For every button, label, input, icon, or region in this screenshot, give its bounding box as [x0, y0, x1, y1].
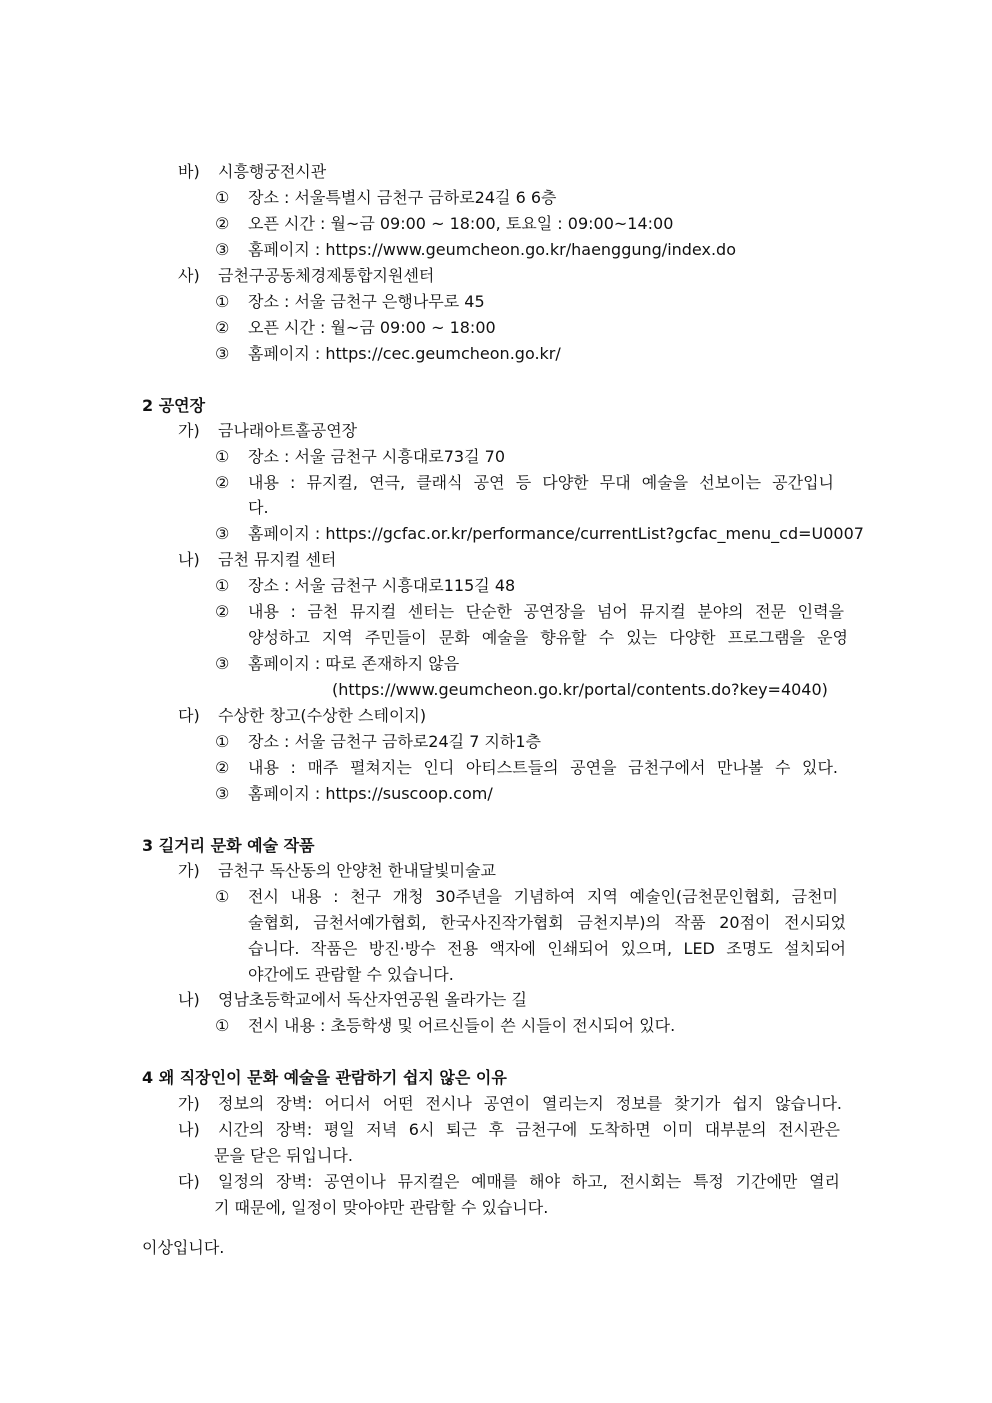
item-marker: 다): [178, 1172, 200, 1191]
detail-marker: ①: [215, 292, 230, 311]
detail-line: [0, 341, 992, 367]
detail-line-continued: [0, 936, 992, 962]
detail-line-continued: [0, 677, 992, 703]
detail-marker: ②: [215, 318, 230, 337]
detail-text: 양성하고 지역 주민들이 문화 예술을 향유할 수 있는 다양한 프로그램을 운영: [248, 628, 848, 647]
detail-line-continued: [0, 625, 992, 651]
section-heading: [0, 1065, 992, 1091]
item-title: 영남초등학교에서 독산자연공원 올라가는 길: [218, 990, 527, 1009]
detail-text: 홈페이지 : https://cec.geumcheon.go.kr/: [248, 344, 561, 363]
detail-line: [0, 884, 992, 910]
list-item-heading: [0, 858, 992, 884]
detail-text: 장소 : 서울 금천구 은행나무로 45: [248, 292, 485, 311]
detail-line-continued: [0, 962, 992, 988]
section-heading: [0, 393, 992, 419]
list-item-heading: [0, 418, 992, 444]
item-marker: 가): [178, 421, 200, 440]
detail-text: 장소 : 서울특별시 금천구 금하로24길 6 6층: [248, 188, 557, 207]
detail-text: 내용 : 매주 펼쳐지는 인디 아티스트들의 공연을 금천구에서 만나볼 수 있다.: [248, 758, 838, 777]
detail-line: [0, 315, 992, 341]
reason-text: 일정의 장벽: 공연이나 뮤지컬은 예매를 해야 하고, 전시회는 특정 기간에만 열리: [218, 1172, 840, 1191]
item-marker: 다): [178, 706, 200, 725]
detail-marker: ①: [215, 1016, 230, 1035]
detail-marker: ③: [215, 784, 230, 803]
detail-line: [0, 444, 992, 470]
detail-line: [0, 1013, 992, 1039]
detail-line: [0, 211, 992, 237]
detail-marker: ①: [215, 188, 230, 207]
reason-item: [0, 1169, 992, 1195]
section-heading: [0, 833, 992, 859]
item-title: 금천 뮤지컬 센터: [218, 550, 337, 569]
detail-text: 야간에도 관람할 수 있습니다.: [248, 965, 454, 984]
detail-line: [0, 521, 992, 547]
detail-line: [0, 237, 992, 263]
section-title: 3 길거리 문화 예술 작품: [142, 836, 315, 855]
section-title: 2 공연장: [142, 396, 206, 415]
list-item-heading: [0, 263, 992, 289]
detail-text: 다.: [248, 498, 269, 517]
detail-line: [0, 755, 992, 781]
detail-marker: ③: [215, 240, 230, 259]
detail-line: [0, 651, 992, 677]
reason-text: 문을 닫은 뒤입니다.: [214, 1146, 353, 1165]
item-marker: 가): [178, 861, 200, 880]
detail-text: 홈페이지 : 따로 존재하지 않음: [248, 654, 460, 673]
detail-text: 내용 : 뮤지컬, 연극, 클래식 공연 등 다양한 무대 예술을 선보이는 공간입니: [248, 473, 834, 492]
reason-text: 정보의 장벽: 어디서 어떤 전시나 공연이 열리는지 정보를 찾기가 쉽지 않습니다.: [218, 1094, 842, 1113]
detail-marker: ②: [215, 214, 230, 233]
item-title: 금천구 독산동의 안양천 한내달빛미술교: [218, 861, 497, 880]
detail-marker: ②: [215, 473, 230, 492]
detail-marker: ①: [215, 576, 230, 595]
reason-item: [0, 1091, 992, 1117]
detail-text: 술협회, 금천서예가협회, 한국사진작가협회 금천지부)의 작품 20점이 전시되었: [248, 913, 846, 932]
detail-marker: ③: [215, 344, 230, 363]
detail-text: 장소 : 서울 금천구 시흥대로115길 48: [248, 576, 516, 595]
item-title: 수상한 창고(수상한 스테이지): [218, 706, 427, 725]
detail-text: 장소 : 서울 금천구 시흥대로73길 70: [248, 447, 506, 466]
item-marker: 가): [178, 1094, 200, 1113]
reason-item: [0, 1117, 992, 1143]
detail-marker: ③: [215, 524, 230, 543]
detail-marker: ③: [215, 654, 230, 673]
detail-line-continued: [0, 910, 992, 936]
list-item-heading: [0, 703, 992, 729]
item-title: 금나래아트홀공연장: [218, 421, 358, 440]
detail-line-continued: [0, 495, 992, 521]
item-title: 시흥행궁전시관: [218, 162, 327, 181]
list-item-heading: [0, 159, 992, 185]
reason-text: 기 때문에, 일정이 맞아야만 관람할 수 있습니다.: [214, 1198, 549, 1217]
detail-line: [0, 573, 992, 599]
detail-text: 장소 : 서울 금천구 금하로24길 7 지하1층: [248, 732, 542, 751]
detail-marker: ①: [215, 732, 230, 751]
detail-text: 오픈 시간 : 월~금 09:00 ~ 18:00, 토요일 : 09:00~14:00: [248, 214, 674, 233]
detail-line: [0, 599, 992, 625]
reason-item-continued: [0, 1195, 992, 1221]
detail-text: 전시 내용 : 초등학생 및 어르신들이 쓴 시들이 전시되어 있다.: [248, 1016, 676, 1035]
detail-marker: ②: [215, 758, 230, 777]
detail-line: [0, 470, 992, 496]
closing-line: [0, 1235, 992, 1261]
detail-text: 홈페이지 : https://suscoop.com/: [248, 784, 493, 803]
detail-line: [0, 729, 992, 755]
detail-text: 홈페이지 : https://gcfac.or.kr/performance/currentList?gcfac_menu_cd=U0007: [248, 524, 864, 543]
list-item-heading: [0, 547, 992, 573]
detail-text: 홈페이지 : https://www.geumcheon.go.kr/haenggung/index.do: [248, 240, 736, 259]
item-marker: 바): [178, 162, 200, 181]
section-title: 4 왜 직장인이 문화 예술을 관람하기 쉽지 않은 이유: [142, 1068, 507, 1087]
item-marker: 나): [178, 990, 200, 1009]
reason-text: 시간의 장벽: 평일 저녁 6시 퇴근 후 금천구에 도착하면 이미 대부분의 전시관은: [218, 1120, 840, 1139]
closing-text: 이상입니다.: [142, 1238, 225, 1257]
detail-text: 전시 내용 : 천구 개청 30주년을 기념하여 지역 예술인(금천문인협회, 금천미: [248, 887, 838, 906]
detail-text: 내용 : 금천 뮤지컬 센터는 단순한 공연장을 넘어 뮤지컬 분야의 전문 인력을: [248, 602, 844, 621]
item-marker: 나): [178, 550, 200, 569]
detail-line: [0, 289, 992, 315]
list-item-heading: [0, 987, 992, 1013]
detail-url: (https://www.geumcheon.go.kr/portal/contents.do?key=4040): [332, 680, 828, 699]
detail-text: 습니다. 작품은 방진·방수 전용 액자에 인쇄되어 있으며, LED 조명도 설치되어: [248, 939, 846, 958]
detail-marker: ②: [215, 602, 230, 621]
detail-text: 오픈 시간 : 월~금 09:00 ~ 18:00: [248, 318, 496, 337]
detail-line: [0, 781, 992, 807]
detail-line: [0, 185, 992, 211]
detail-marker: ①: [215, 887, 230, 906]
reason-item-continued: [0, 1143, 992, 1169]
item-title: 금천구공동체경제통합지원센터: [218, 266, 435, 285]
item-marker: 나): [178, 1120, 200, 1139]
item-marker: 사): [178, 266, 200, 285]
detail-marker: ①: [215, 447, 230, 466]
